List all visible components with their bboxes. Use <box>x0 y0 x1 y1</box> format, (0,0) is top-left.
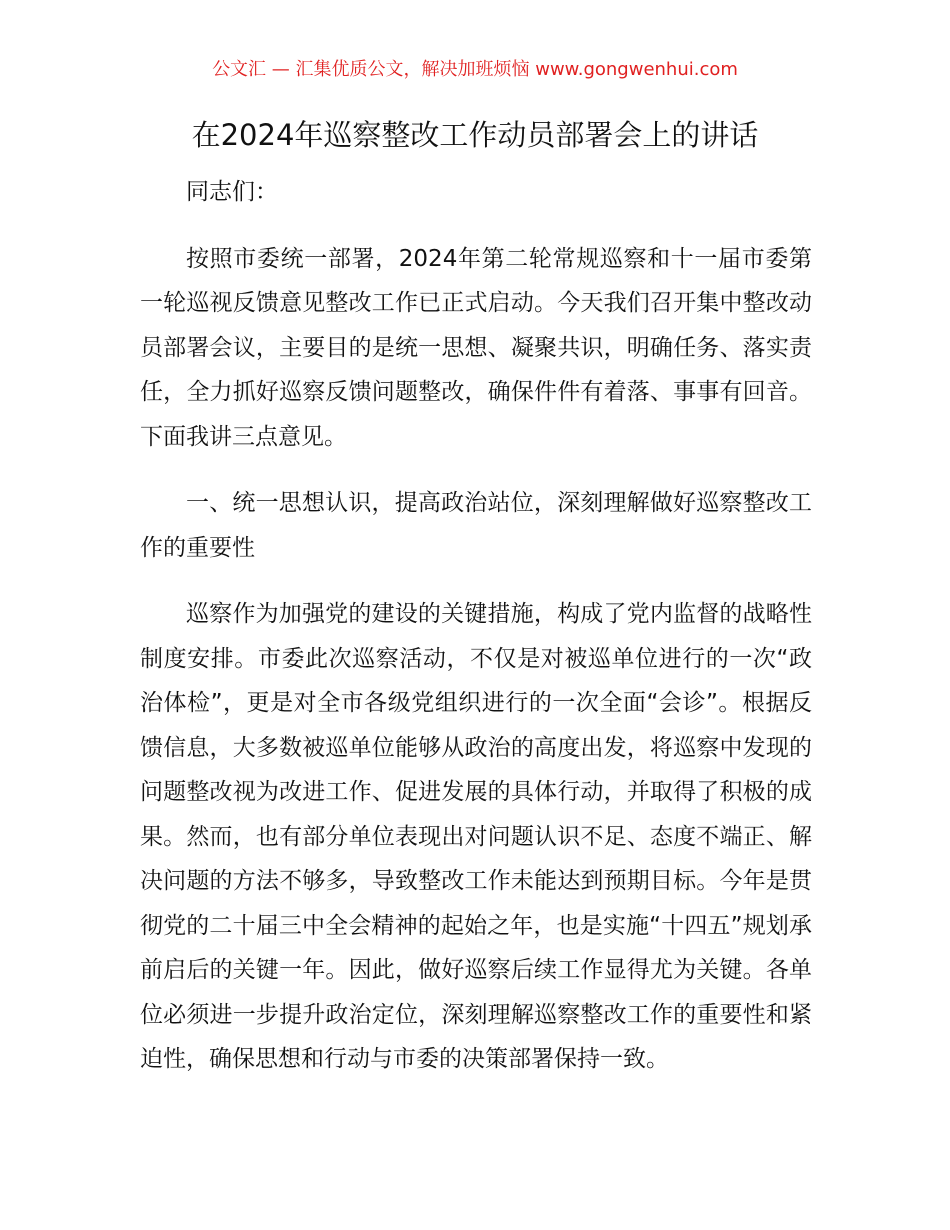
section-heading-1: 一、统一思想认识，提高政治站位，深刻理解做好巡察整改工作的重要性 <box>140 490 812 561</box>
header-banner: 公文汇 — 汇集优质公文，解决加班烦恼 www.gongwenhui.com <box>212 59 738 80</box>
greeting: 同志们： <box>186 179 278 205</box>
document-title: 在2024年巡察整改工作动员部署会上的讲话 <box>191 118 759 152</box>
paragraph-section-1: 巡察作为加强党的建设的关键措施，构成了党内监督的战略性制度安排。市委此次巡察活动，不仅是对被巡单位进行的一次“政治体检”，更是对全市各级党组织进行的一次全面“会诊”。根据反馈信息，大多数被巡单位能够从政治的高度出发，将巡察中发现的问题整改视为改进工作、促进发展的具体行动，并取得了积极的成果。然而，也有部分单位表现出对问题认识不足、态度不端正、解决问题的方法不够多，导致整改工作未能达到预期目标。今年是贯彻党的二十届三中全会精神的起始之年，也是实施“十四五”规划承前启后的关键一年。因此，做好巡察后续工作显得尤为关键。各单位必须进一步提升政治定位，深刻理解巡察整改工作的重要性和紧迫性，确保思想和行动与市委的决策部署保持一致。 <box>140 601 812 1072</box>
document-body <box>140 170 812 1104</box>
paragraph-intro: 按照市委统一部署，2024年第二轮常规巡察和十一届市委第一轮巡视反馈意见整改工作已正式启动。今天我们召开集中整改动员部署会议，主要目的是统一思想、凝聚共识，明确任务、落实责任，全力抓好巡察反馈问题整改，确保件件有着落、事事有回音。下面我讲三点意见。 <box>140 245 812 450</box>
